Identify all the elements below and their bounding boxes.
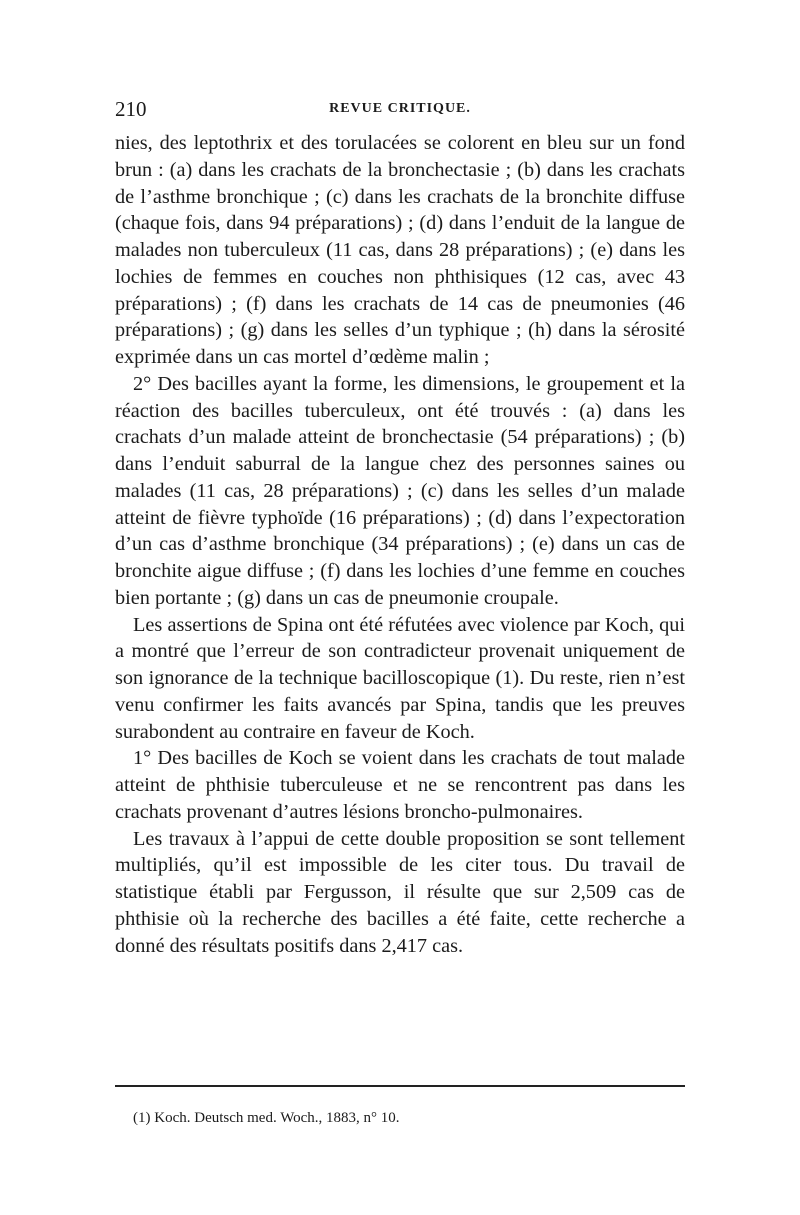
paragraph: nies, des leptothrix et des torulacées se colorent en bleu sur un fond brun : (a) dans les crachats de la bronchectasie ; (b) dans les crachats de l’asthme bronchique ; (c) dans les crachats de la bronchite diffuse (chaque fois, dans 94 préparations) ; (d) dans l’enduit de la langue de malades non tuberculeux (11 cas, dans 28 préparations) ; (e) dans les lochies de femmes en couches non phthisiques (12 cas, avec 43 préparations) ; (f) dans les crachats de 14 cas de pneumonies (46 préparations) ; (g) dans les selles d’un typhique ; (h) dans la sérosité exprimée dans un cas mortel d’œdème malin ; <box>115 132 685 368</box>
paragraph: 2° Des bacilles ayant la forme, les dimensions, le groupement et la réaction des bacilles tuberculeux, ont été trouvés : (a) dans les crachats d’un malade atteint de bronchectasie (54 préparations) ; (b) dans l’enduit saburral de la langue chez des personnes saines ou malades (11 cas, 28 préparations) ; (c) dans les selles d’un malade atteint de fièvre typhoïde (16 préparations) ; (d) dans l’expectoration d’un cas d’asthme bronchique (34 préparations) ; (e) dans un cas de bronchite aigue diffuse ; (f) dans les lochies d’une femme en couches bien portante ; (g) dans un cas de pneumonie croupale. <box>115 372 685 609</box>
running-title: REVUE CRITIQUE. <box>329 101 471 116</box>
paragraph: Les assertions de Spina ont été réfutées avec violence par Koch, qui a montré que l’erreur de son contradicteur provenait uniquement de son ignorance de la technique bacilloscopique (1). Du reste, rien n’est venu confirmer les faits avancés par Spina, tandis que les preuves surabondent au contraire en faveur de Koch. <box>115 613 685 743</box>
paragraph: 1° Des bacilles de Koch se voient dans les crachats de tout malade atteint de phthisie tuberculeuse et ne se rencontrent pas dans les crachats provenant d’autres lésions broncho-pulmonaires. <box>115 747 685 823</box>
footnote: (1) Koch. Deutsch med. Woch., 1883, n° 10. <box>133 1110 400 1126</box>
body-text <box>115 130 685 959</box>
page-number: 210 <box>115 97 147 121</box>
paragraph: Les travaux à l’appui de cette double proposition se sont tellement multipliés, qu’il est impossible de les citer tous. Du travail de statistique établi par Fergusson, il résulte que sur 2,509 cas de phthisie où la recherche des bacilles a été faite, cette recherche a donné des résultats positifs dans 2,417 cas. <box>115 827 685 957</box>
page-header <box>115 97 685 127</box>
footnote-rule <box>115 1085 685 1087</box>
